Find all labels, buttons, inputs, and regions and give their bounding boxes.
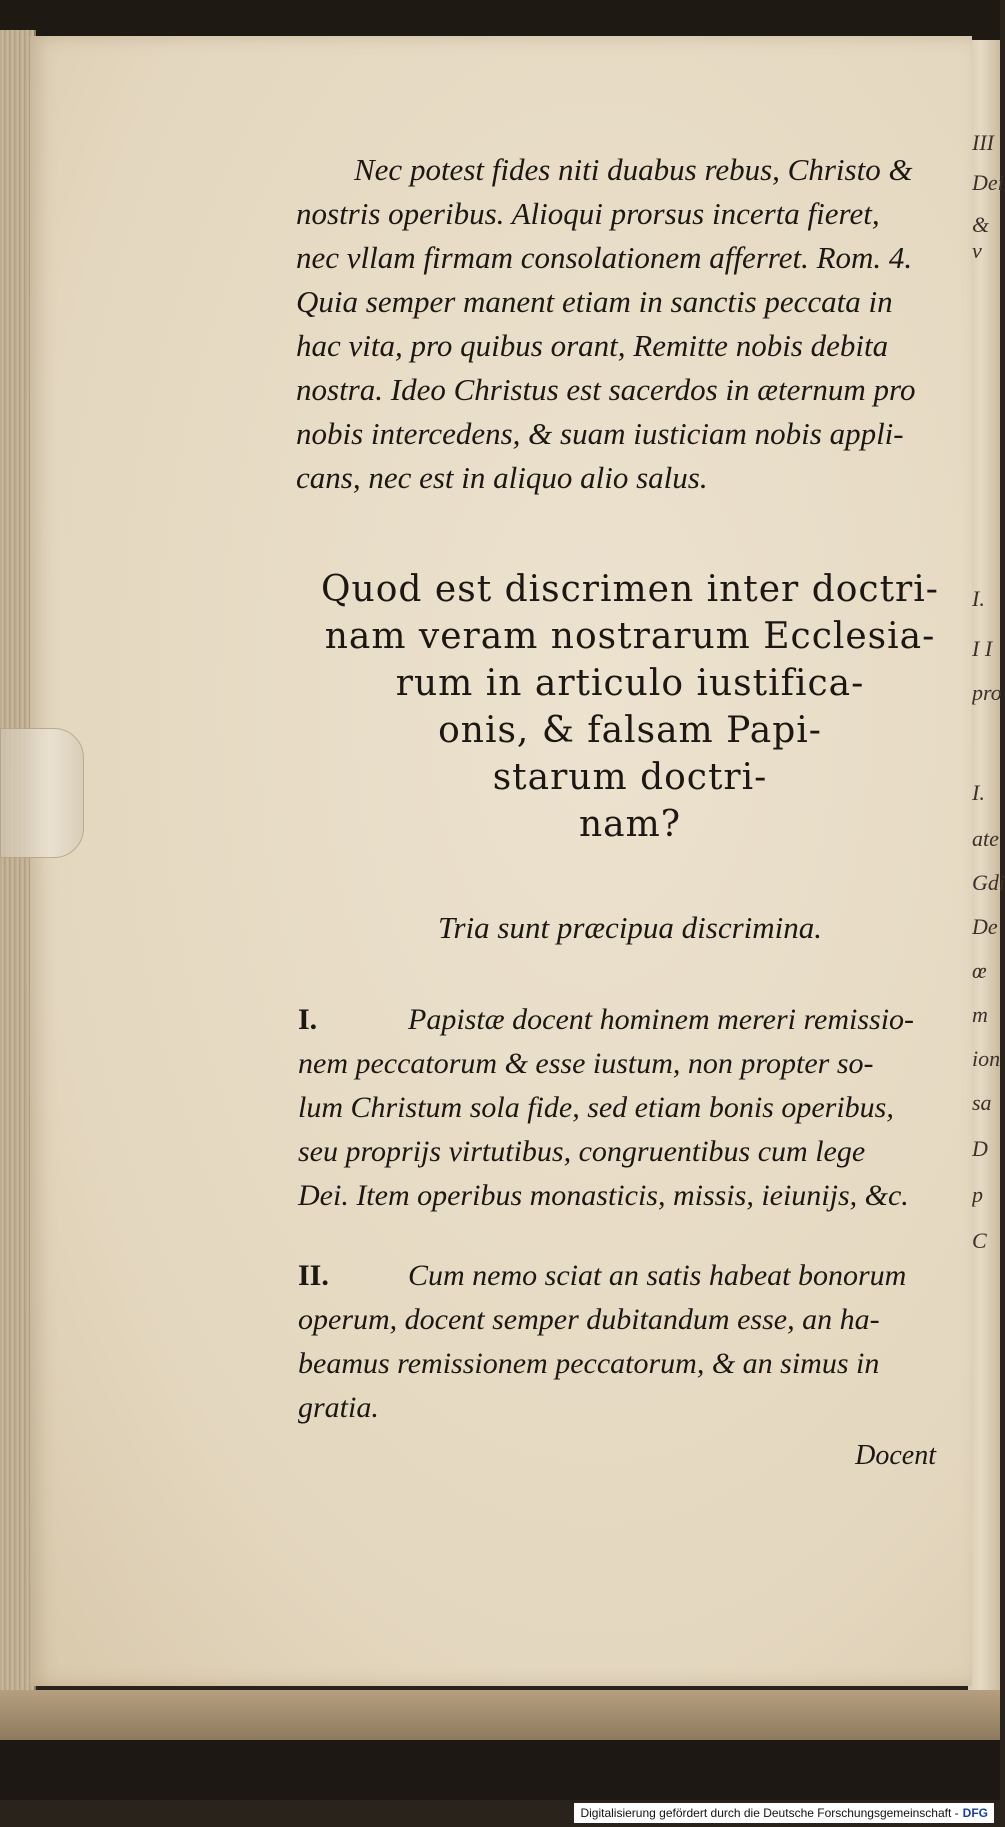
item-line: seu proprijs virtutibus, congruentibus cum lege [298,1135,866,1168]
item-line: operum, docent semper dubitandum esse, an ha- [298,1303,880,1336]
next-page-fragment: III [972,130,994,155]
item-number: II. [298,1259,329,1292]
heading-line: Quod est discrimen inter doctri- [321,569,939,610]
item-line: nem peccatorum & esse iustum, non propter so- [298,1047,874,1080]
paragraph-line: cans, nec est in aliquo alio salus. [296,460,708,495]
next-page-fragment: I. [972,780,985,805]
heading-line: rum in articulo iustifica- [395,663,865,704]
page-clip [0,728,84,858]
paragraph-line: Quia semper manent etiam in sanctis peccata in [296,284,893,319]
book-cover-edge [0,1690,1000,1740]
next-page-fragment: & v [972,212,990,263]
paragraph-line: hac vita, pro quibus orant, Remitte nobis debita [296,328,889,363]
heading-line: nam? [578,804,682,845]
paragraph-line: Nec potest fides niti duabus rebus, Christo & [354,152,913,187]
next-page-fragment: I I [972,636,993,661]
item-line: Dei. Item operibus monasticis, missis, ieiunijs, &c. [298,1179,909,1212]
heading-line: nam veram nostrarum Ecclesia- [324,616,936,657]
discrimen-item-1 [298,998,958,1218]
next-page-fragment: m [972,1002,988,1027]
section-heading [300,566,960,848]
paragraph-line: nostra. Ideo Christus est sacerdos in æternum pro [296,372,916,407]
next-page-fragment: D [972,1136,988,1161]
credit-text: Digitalisierung gefördert durch die Deutsche Forschungsgemeinschaft - [580,1806,959,1820]
next-page-edge [968,40,1005,1700]
next-page-fragment: sa [972,1090,992,1115]
item-line: lum Christum sola fide, sed etiam bonis operibus, [298,1091,894,1124]
next-page-fragment: p [972,1182,983,1207]
next-page-fragment: De [972,914,998,939]
item-line: II. Cum nemo sciat an satis habeat bonorum [298,1254,958,1298]
item-line: beamus remissionem peccatorum, & an simus in [298,1347,880,1380]
bottom-background [0,1740,1000,1800]
item-line: I. Papistæ docent hominem mereri remissio- [298,998,958,1042]
top-background [0,0,1000,40]
paragraph-line: nobis intercedens, & suam iusticiam nobis appli- [296,416,904,451]
next-page-fragment: C [972,1228,987,1253]
subheading: Tria sunt præcipua discrimina. [437,910,823,945]
next-page-fragment: ion [972,1046,1001,1071]
dfg-logo: DFG [962,1806,988,1820]
paragraph-line: nec vllam firmam consolationem afferret. Rom. 4. [296,240,913,275]
next-page-fragment: ate [972,826,999,851]
next-page-fragment: pro [972,680,1002,705]
item-number: I. [298,1003,318,1036]
discrimen-item-2 [298,1254,958,1430]
heading-line: starum doctri- [492,757,768,798]
heading-line: onis, & falsam Papi- [438,710,822,751]
digitization-credit [574,1803,994,1823]
next-page-fragment: I. [972,586,985,611]
opening-paragraph [296,148,956,500]
paragraph-line: nostris operibus. Alioqui prorsus incerta fieret, [296,196,880,231]
catchword: Docent [855,1440,936,1471]
next-page-fragment: Gdi [972,870,1005,895]
item-line: gratia. [298,1391,379,1424]
next-page-fragment: Dei [972,170,1004,195]
next-page-fragment: œ [972,958,987,983]
